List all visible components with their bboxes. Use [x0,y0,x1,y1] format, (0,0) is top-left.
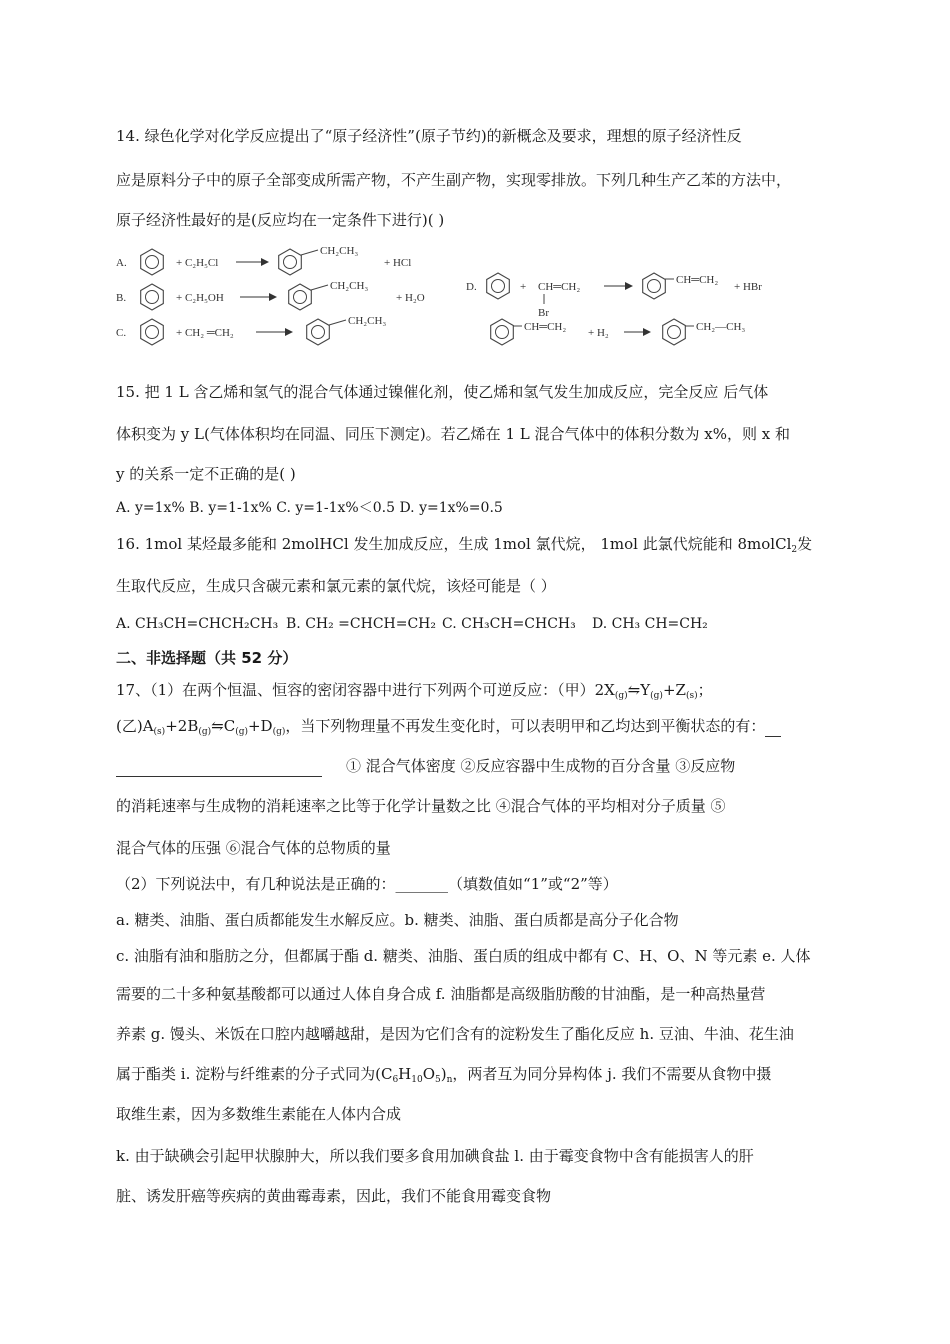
option-d-label: D. [466,281,477,293]
option-c-label: C. [116,327,127,339]
q14-reaction-scheme [0,240,950,360]
q17-statement-j: 取维生素，因为多数维生素能在人体内合成 [116,1105,402,1123]
q17-statement-a: a. 糖类、油脂、蛋白质都能发生水解反应。b. 糖类、油脂、蛋白质都是高分子化合物 [116,911,679,929]
option-a-product: CH₂CH₃ [320,245,359,257]
q17-l2e: ，当下列物理量不再发生变化时，可以表明甲和乙均达到平衡状态的有： [285,717,766,735]
q17-statement-c: c. 油脂有油和脂肪之分，但都属于酯 d. 糖类、油脂、蛋白质的组成中都有 C、H、O、N 等元素 e. 人体 [116,947,811,965]
q17-h-a: 属于酯类 i. 淀粉与纤维素的分子式同为(C [116,1065,393,1083]
q17-h-s4: n [446,1075,453,1085]
option-b-reagent: + C₂H₅OH [176,292,224,304]
q17-h-s3: 5 [435,1075,441,1085]
option-a-reaction [116,245,411,275]
q15-line-1: 15. 把 1 L 含乙烯和氢气的混合气体通过镍催化剂，使乙烯和氢气发生加成反应，完全反应 后气体 [116,383,769,401]
q17-h-s1: 6 [392,1075,399,1085]
q17-statement-g: 养素 g. 馒头、米饭在口腔内越嚼越甜，是因为它们含有的淀粉发生了酯化反应 h. 豆油、牛油、花生油 [116,1025,794,1043]
q17-l1d: ； [697,681,713,699]
q17-line-2 [116,716,890,742]
q17-g5: (g) [272,727,286,737]
option-b-byproduct: + H₂O [396,292,425,304]
q17-part-2: （2）下列说法中，有几种说法是正确的：_______（填数值如“1”或“2”等） [116,875,618,893]
q17-h-s2: 10 [411,1075,423,1085]
option-a-reagent: + C₂H₅Cl [176,257,219,269]
q15-line-2: 体积变为 y L(气体体积均在同温、同压下测定)。若乙烯在 1 L 混合气体中的体积分数为 x%，则 x 和 [116,425,790,443]
q17-l2b: +2B [165,717,199,735]
q17-line-5: 混合气体的压强 ⑥混合气体的总物质的量 [116,839,391,857]
q17-s2: (s) [153,727,166,737]
q15-line-3: y 的关系一定不正确的是( ) [116,465,296,483]
q14-line-3: 原子经济性最好的是(反应均在一定条件下进行)( ) [116,211,445,229]
q17-l2c: ⇋C [211,717,236,735]
option-a-byproduct: + HCl [384,257,412,269]
q16-options [116,614,890,634]
q17-g4: (g) [235,727,248,737]
q17-line-4: 的消耗速率与生成物的消耗速率之比等于化学计量数之比 ④混合气体的平均相对分子质量 ⑤ [116,797,726,815]
q14-line-1: 14. 绿色化学对化学反应提出了“原子经济性”(原子节约)的新概念及要求，理想的原子经济性反 [116,127,742,145]
q16-line-2: 生取代反应，生成只含碳元素和氯元素的氯代烷，该烃可能是（ ） [116,577,556,595]
q16-option-c: C. CH₃CH=CHCH₃ [442,616,576,632]
q17-statement-k: k. 由于缺碘会引起甲状腺肿大，所以我们要多食用加碘食盐 l. 由于霉变食物中含有能损害人的肝 [116,1147,754,1165]
answer-blank[interactable] [116,756,322,777]
q17-line-3 [116,756,890,777]
section-2-heading: 二、非选择题（共 52 分） [116,649,298,667]
q17-h-e: ，两者互为同分异构体 j. 我们不需要从食物中摄 [452,1065,772,1083]
option-d-hydrogen: + H₂ [588,327,609,339]
option-d-plus: + [520,281,527,293]
option-c-product: CH₂CH₃ [348,315,387,327]
option-c-reaction [116,315,386,345]
q17-l1a: 17、（1）在两个恒温、恒容的密闭容器中进行下列两个可逆反应：（甲）2X [116,681,615,699]
option-b-label: B. [116,292,127,304]
option-b-reaction [116,280,425,310]
option-d-styrene-2: CH═CH₂ [524,321,567,333]
option-d-reaction [466,273,762,345]
q17-g3: (g) [198,727,212,737]
q17-line-3-text: ① 混合气体密度 ②反应容器中生成物的百分含量 ③反应物 [346,757,736,775]
option-c-reagent: + CH₂ ═CH₂ [176,327,234,339]
q17-s1: (s) [685,691,698,701]
q16-option-a: A. CH₃CH=CHCH₂CH₃ [116,616,279,632]
q15-options: A. y=1x% B. y=1-1x% C. y=1-1x%＜0.5 D. y=1x%=0.5 [116,500,503,516]
q17-g1: (g) [614,691,628,701]
q16-line-1 [116,534,890,560]
q16-line-1-end: 发 [797,535,813,553]
q17-line-1 [116,680,890,706]
q17-h-b: H [398,1065,412,1083]
option-b-product: CH₂CH₃ [330,280,369,292]
q17-h-c: O [422,1065,436,1083]
q17-statement-h [116,1064,890,1090]
q16-line-1-subscript: 2 [791,545,798,555]
answer-blank-start[interactable] [765,716,781,737]
q17-l1c: +Z [662,681,686,699]
q14-line-2: 应是原料分子中的原子全部变成所需产物，不产生副产物，实现零排放。下列几种生产乙苯的方法中， [116,171,792,189]
q17-l1b: ⇋Y [627,681,651,699]
q17-g2: (g) [650,691,663,701]
q17-statement-e: 需要的二十多种氨基酸都可以通过人体自身合成 f. 油脂都是高级脂肪酸的甘油酯，是一种高热量营 [116,985,766,1003]
option-d-styrene: CH═CH₂ [676,274,719,286]
option-a-label: A. [116,257,127,269]
q16-option-b: B. CH₂ =CHCH=CH₂ [286,616,437,632]
q17-l2a: (乙)A [116,717,154,735]
option-d-ethylbenzene: CH₂—CH₃ [696,321,746,333]
option-d-bromine: Br [538,307,549,319]
q17-statement-l: 脏、诱发肝癌等疾病的黄曲霉毒素，因此，我们不能食用霉变食物 [116,1187,552,1205]
q17-h-d: ) [440,1065,447,1083]
q17-l2d: +D [247,717,273,735]
option-d-byproduct: + HBr [734,281,762,293]
option-d-vinyl-bromide: CH═CH₂ [538,281,581,293]
q16-line-1-text: 16. 1mol 某烃最多能和 2molHCl 发生加成反应，生成 1mol 氯代烷， 1mol 此氯代烷能和 8molCl [116,535,792,553]
q16-option-d: D. CH₃ CH=CH₂ [592,616,708,632]
